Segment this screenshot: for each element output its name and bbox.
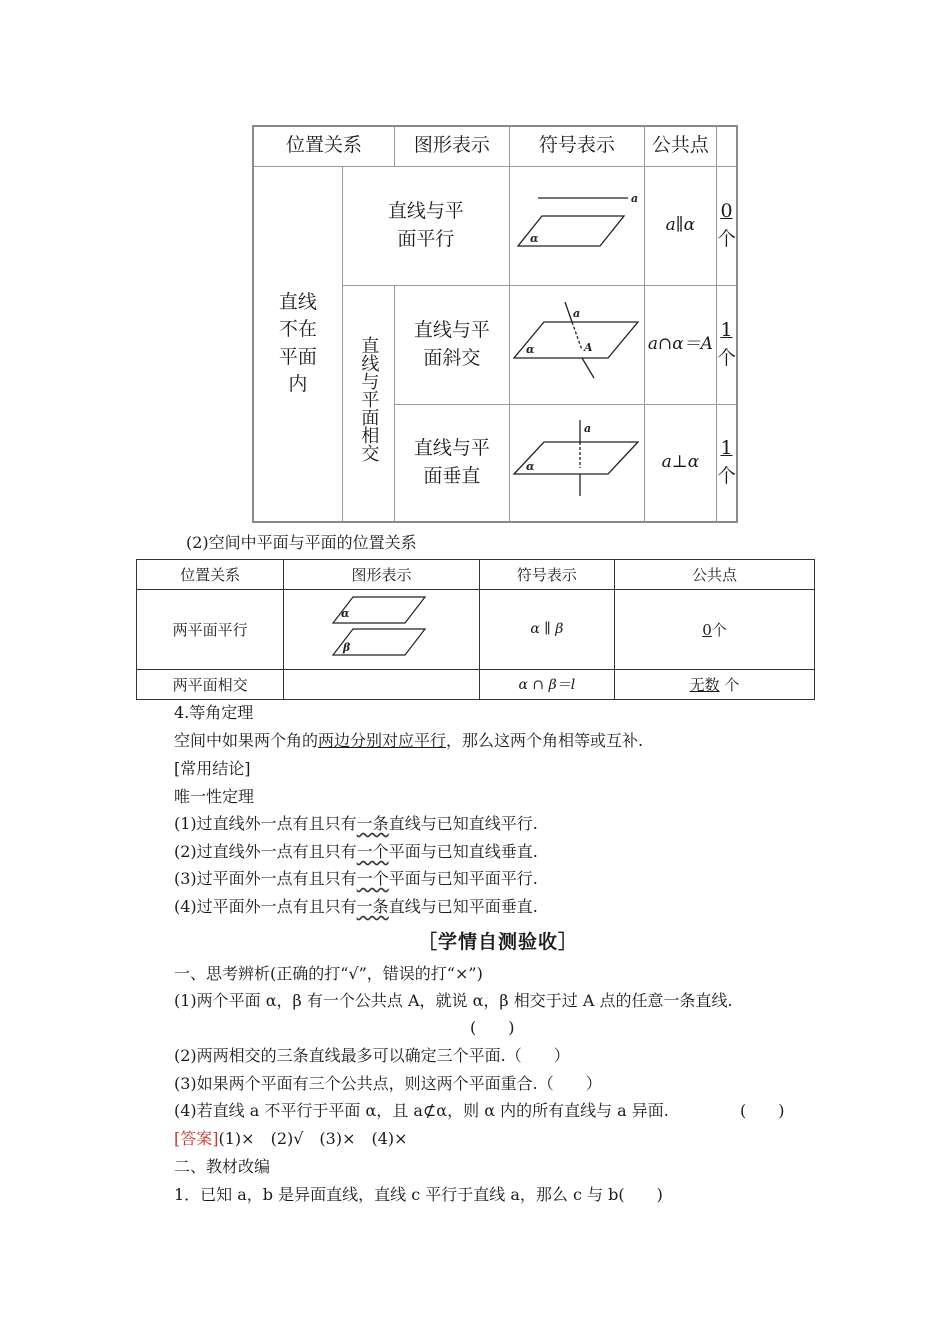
- conclusions-subheading: 唯一性定理: [174, 787, 255, 806]
- answer-tag: [答案]: [174, 1129, 219, 1148]
- svg-text:α: α: [529, 232, 539, 246]
- quiz-part1-title: 一、思考辨析(正确的打“√”，错误的打“×”): [174, 964, 483, 983]
- svg-text:a: a: [572, 307, 580, 321]
- count-parallel: 0 个: [716, 166, 737, 285]
- count-perpendicular: 1 个: [716, 404, 737, 522]
- line-oblique-plane-diagram: [510, 300, 644, 380]
- relation-oblique: 直线与平 面斜交: [394, 285, 509, 404]
- quiz-question-4-blank: ( ): [740, 1101, 785, 1120]
- quiz-question-2: (2)两两相交的三条直线最多可以确定三个平面.（ ）: [174, 1046, 570, 1065]
- conclusion-item: (1)过直线外一点有且只有一条直线与已知直线平行.: [174, 814, 538, 833]
- count-oblique: 1 个: [716, 285, 737, 404]
- relation-perpendicular: 直线与平 面垂直: [394, 404, 509, 522]
- figure-line-parallel-plane: [509, 166, 644, 285]
- t2-header-symbol: 符号表示: [479, 560, 614, 590]
- t2-symbol-parallel: α ∥ β: [479, 590, 614, 670]
- t2-count-intersect: 无数 个: [615, 669, 815, 699]
- answer-line: [答案](1)× (2)√ (3)× (4)×: [174, 1129, 408, 1148]
- header-relation: 位置关系: [253, 126, 394, 166]
- svg-text:a: a: [583, 422, 591, 436]
- t2-header-figure: 图形表示: [284, 560, 479, 590]
- quiz-part2-title: 二、教材改编: [174, 1157, 271, 1176]
- symbol-perpendicular: a⊥α: [644, 404, 716, 522]
- line-plane-relation-table: [252, 125, 738, 523]
- conclusion-item: (2)过直线外一点有且只有一个平面与已知直线垂直.: [174, 842, 538, 861]
- conclusions-heading: [常用结论]: [174, 759, 251, 778]
- quiz-question-1-blank: ( ): [470, 1018, 515, 1037]
- symbol-oblique: a∩α＝A: [644, 285, 716, 404]
- t2-header-common-points: 公共点: [615, 560, 815, 590]
- t2-relation-parallel: 两平面平行: [137, 590, 284, 670]
- t2-header-relation: 位置关系: [137, 560, 284, 590]
- self-test-banner: ［学情自测验收］: [418, 931, 579, 953]
- symbol-parallel: a∥α: [644, 166, 716, 285]
- svg-text:β: β: [343, 641, 351, 655]
- svg-text:a: a: [630, 192, 638, 206]
- t2-count-parallel: 0个: [615, 590, 815, 670]
- theorem-title: 4.等角定理: [174, 703, 254, 722]
- quiz-question-1: (1)两个平面 α，β 有一个公共点 A，就说 α，β 相交于过 A 点的任意一条直线.: [174, 991, 733, 1010]
- relation-parallel: 直线与平 面平行: [342, 166, 509, 285]
- plane-plane-relation-table: [136, 559, 815, 700]
- t2-symbol-intersect: α ∩ β＝l: [479, 669, 614, 699]
- parallel-planes-diagram: [331, 593, 431, 661]
- subgroup-label-intersect: 直线与平面相交: [342, 285, 394, 522]
- line-parallel-plane-diagram: [510, 188, 644, 254]
- quiz-question-3: (3)如果两个平面有三个公共点，则这两个平面重合.（ ）: [174, 1074, 602, 1093]
- t2-figure-intersect: [284, 669, 479, 699]
- quiz-question-4: (4)若直线 a 不平行于平面 α，且 a⊄α，则 α 内的所有直线与 a 异面.: [174, 1101, 669, 1120]
- figure-line-oblique-plane: [509, 285, 644, 404]
- group-label-not-in-plane: 直线 不在 平面 内: [253, 166, 342, 522]
- t2-relation-intersect: 两平面相交: [137, 669, 284, 699]
- header-symbol: 符号表示: [509, 126, 644, 166]
- svg-text:α: α: [525, 343, 535, 357]
- line-perpendicular-plane-diagram: [510, 418, 644, 498]
- svg-text:α: α: [341, 607, 350, 621]
- figure-line-perpendicular-plane: [509, 404, 644, 522]
- header-figure: 图形表示: [394, 126, 509, 166]
- t2-figure-parallel-planes: [284, 590, 479, 670]
- conclusion-item: (3)过平面外一点有且只有一个平面与已知平面平行.: [174, 869, 538, 888]
- theorem-text: 空间中如果两个角的两边分别对应平行，那么这两个角相等或互补.: [174, 731, 644, 750]
- conclusion-item: (4)过平面外一点有且只有一条直线与已知平面垂直.: [174, 897, 538, 916]
- exercise-question-1: 1．已知 a，b 是异面直线，直线 c 平行于直线 a，那么 c 与 b( ): [174, 1185, 663, 1204]
- svg-text:α: α: [525, 460, 535, 474]
- section2-title: (2)空间中平面与平面的位置关系: [186, 533, 417, 552]
- header-common-points: 公共点: [644, 126, 716, 166]
- svg-text:A: A: [583, 341, 593, 355]
